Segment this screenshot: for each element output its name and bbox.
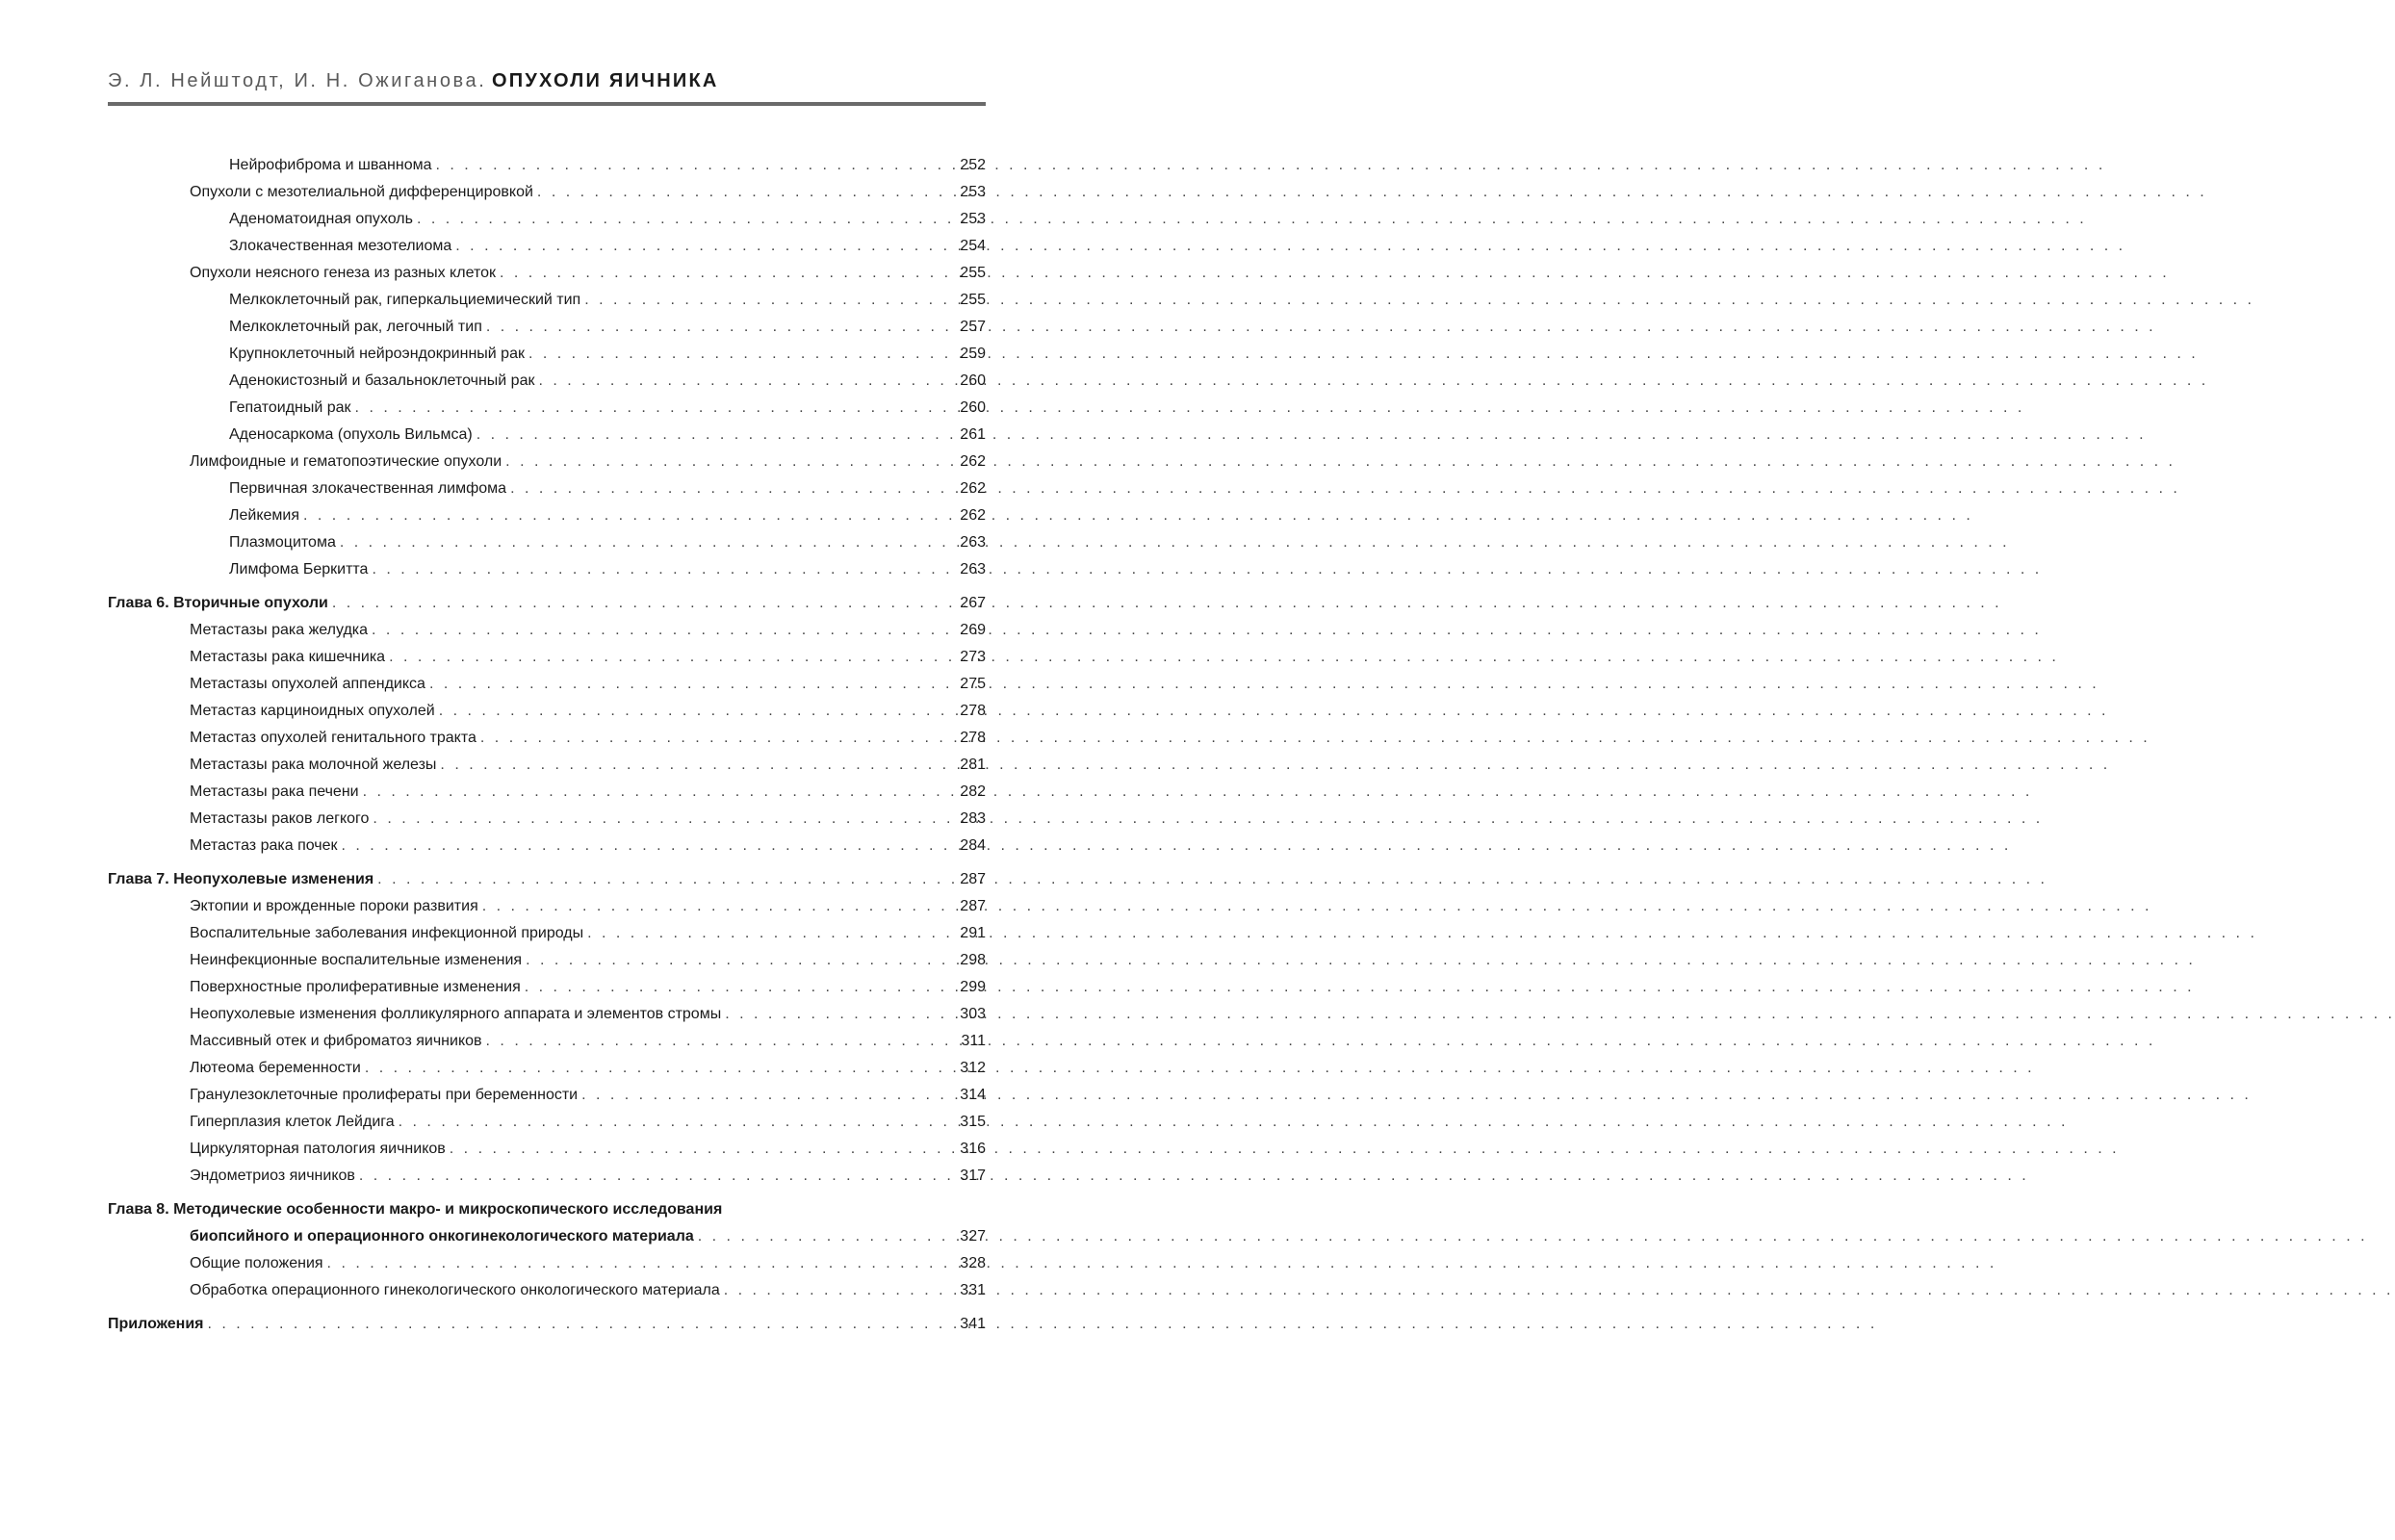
toc-entry[interactable] [108,1136,986,1163]
toc-entry-title: Гиперплазия клеток Лейдига [190,1114,395,1130]
toc-entry-title: Неопухолевые изменения фолликулярного аппарата и элементов стромы [190,1006,722,1022]
toc-entry-page: 262 [960,453,986,470]
dot-leader [359,779,941,806]
toc-entry-page: 259 [960,346,986,362]
toc-entry-title: Метастазы раков легкого [190,810,370,827]
toc-entry-title: Злокачественная мезотелиома [229,238,452,254]
toc-entry[interactable] [108,1277,986,1304]
toc-entry[interactable] [108,287,986,314]
toc-entry-page: 314 [960,1087,986,1103]
toc-entry-title: Гепатоидный рак [229,399,351,416]
toc-entry[interactable] [108,1028,986,1055]
toc-entry-page: 260 [960,399,986,416]
toc-entry-page: 287 [960,898,986,914]
dot-leader [476,725,941,752]
toc-entry-title: Лимфоидные и гематопоэтические опухоли [190,453,502,470]
toc-entry[interactable] [108,698,986,725]
dot-leader [580,287,941,314]
toc-entry-page: 278 [960,730,986,746]
toc-entry-page: 257 [960,319,986,335]
toc-entry[interactable] [108,395,986,422]
dot-leader [355,1163,941,1190]
toc-entry[interactable] [108,1163,986,1190]
chapter-title: Глава 6. Вторичные опухоли [108,595,328,611]
dot-leader [583,920,941,947]
dot-leader [361,1055,941,1082]
dot-leader [425,671,941,698]
toc-entry-page: 328 [960,1255,986,1271]
toc-entry-title: Лютеома беременности [190,1060,361,1076]
toc-entry-title: Обработка операционного гинекологического онкологического материала [190,1282,720,1298]
toc-entry-title: Опухоли неясного генеза из разных клеток [190,265,496,281]
dot-leader [721,1001,941,1028]
chapter-title-continued: биопсийного и операционного онкогинекологического материала [190,1228,694,1245]
dot-leader [369,806,941,833]
toc-entry-title: Мелкоклеточный рак, легочный тип [229,319,482,335]
toc-entry[interactable] [108,233,986,260]
toc-entry[interactable] [108,1055,986,1082]
toc-entry-page: 315 [960,1114,986,1130]
toc-entry-page: 282 [960,783,986,800]
dot-leader [323,1250,941,1277]
toc-entry[interactable] [108,833,986,860]
toc-entry-page: 283 [960,810,986,827]
toc-entry[interactable] [108,752,986,779]
toc-entry-page: 254 [960,238,986,254]
toc-entry-page: 331 [960,1282,986,1298]
toc-entry-page: 252 [960,157,986,173]
toc-entry[interactable] [108,449,986,475]
toc-entry-page: 303 [960,1006,986,1022]
toc-entry-page: 284 [960,837,986,854]
toc-chapter-8-title-line[interactable] [108,1196,986,1223]
dot-leader [533,179,941,206]
toc-entry[interactable] [108,475,986,502]
toc-entry-page: 269 [960,622,986,638]
chapter-page: 287 [960,871,986,887]
toc-entry-title: Гранулезоклеточные пролифераты при беременности [190,1087,579,1103]
toc-entry-title: Поверхностные пролиферативные изменения [190,979,521,995]
toc-entry-page: 311 [961,1033,986,1049]
toc-entry[interactable] [108,152,986,179]
authors: Э. Л. Нейштодт, И. Н. Ожиганова. [108,70,487,91]
toc-entry-page: 278 [960,703,986,719]
dot-leader [204,1311,942,1338]
toc-entry-page: 299 [960,979,986,995]
toc-entry-title: Эндометриоз яичников [190,1168,355,1184]
toc-entry-title: Лейкемия [229,507,300,524]
dot-leader [328,590,941,617]
toc-entry[interactable] [108,893,986,920]
toc-entry[interactable] [108,422,986,449]
dot-leader [521,974,941,1001]
toc-entry[interactable] [108,1001,986,1028]
toc-chapter-7[interactable] [108,866,986,893]
toc-entry-title: Лимфома Беркитта [229,561,369,578]
toc-entry-page: 255 [960,292,986,308]
toc-entry-title: Массивный отек и фиброматоз яичников [190,1033,482,1049]
toc-entry-page: 263 [960,561,986,578]
toc-entry-title: Аденоматоидная опухоль [229,211,413,227]
toc-entry-title: Первичная злокачественная лимфома [229,480,507,497]
toc-entry[interactable] [108,920,986,947]
toc-entry-title: Общие положения [190,1255,323,1271]
toc-entry-title: Метастазы рака молочной железы [190,757,437,773]
toc-entry[interactable] [108,644,986,671]
dot-leader [436,752,941,779]
toc-entry[interactable] [108,806,986,833]
toc-entry[interactable] [108,617,986,644]
dot-leader [435,698,941,725]
toc-entry-title: Метастазы рака кишечника [190,649,386,665]
toc-entry-page: 253 [960,184,986,200]
toc-entry-page: 316 [960,1141,986,1157]
running-header [108,69,986,106]
dot-leader [496,260,941,287]
dot-leader [336,529,941,556]
toc-entry[interactable] [108,947,986,974]
appendix-page: 341 [960,1316,986,1332]
dot-leader [413,206,941,233]
toc-entry[interactable] [108,206,986,233]
toc-entry-title: Метастазы рака желудка [190,622,369,638]
toc-entry-title: Мелкоклеточный рак, гиперкальциемический тип [229,292,581,308]
toc-entry-title: Метастазы опухолей аппендикса [190,676,425,692]
dot-leader [578,1082,941,1109]
toc-entry-title: Метастазы рака печени [190,783,359,800]
dot-leader [478,893,941,920]
toc-entry-page: 298 [960,952,986,968]
toc-entry-page: 255 [960,265,986,281]
toc-entry[interactable] [108,529,986,556]
toc-entry-page: 261 [960,426,986,443]
toc-entry[interactable] [108,1250,986,1277]
dot-leader [522,947,941,974]
toc-entry[interactable] [108,502,986,529]
dot-leader [451,233,941,260]
toc-entry-title: Плазмоцитома [229,534,336,551]
toc-entry-page: 291 [960,925,986,941]
chapter-title: Глава 7. Неопухолевые изменения [108,871,374,887]
dot-leader [373,866,941,893]
toc-entry-title: Эктопии и врожденные пороки развития [190,898,478,914]
toc-entry[interactable] [108,671,986,698]
dot-leader [534,368,941,395]
dot-leader [432,152,942,179]
toc-entry[interactable] [108,1082,986,1109]
toc-chapter-8[interactable] [108,1223,986,1250]
toc-entry-title: Циркуляторная патология яичников [190,1141,446,1157]
dot-leader [506,475,941,502]
toc-entry-page: 281 [960,757,986,773]
toc-entry-page: 262 [960,480,986,497]
toc-entry[interactable] [108,179,986,206]
toc-entry-title: Опухоли с мезотелиальной дифференцировкой [190,184,533,200]
toc-entry-title: Аденокистозный и базальноклеточный рак [229,372,535,389]
toc-entry[interactable] [108,1109,986,1136]
toc-entry-title: Нейрофиброма и шваннома [229,157,432,173]
toc-entry-title: Метастаз опухолей генитального тракта [190,730,476,746]
dot-leader [502,449,941,475]
dot-leader [482,314,941,341]
dot-leader [351,395,941,422]
toc-entry-title: Аденосаркома (опухоль Вильмса) [229,426,473,443]
dot-leader [338,833,941,860]
toc-entry-title: Метастаз карциноидных опухолей [190,703,435,719]
chapter-title: Глава 8. Методические особенности макро- и микроскопического исследования [108,1201,723,1218]
toc-entry-page: 312 [960,1060,986,1076]
dot-leader [482,1028,941,1055]
dot-leader [694,1223,941,1250]
toc-entry[interactable] [108,341,986,368]
toc-entry[interactable] [108,368,986,395]
toc-entry[interactable] [108,260,986,287]
book-title: ОПУХОЛИ ЯИЧНИКА [492,70,719,91]
chapter-page: 267 [960,595,986,611]
dot-leader [385,644,941,671]
dot-leader [720,1277,941,1304]
toc-appendix[interactable] [108,1311,986,1338]
toc-entry-title: Крупноклеточный нейроэндокринный рак [229,346,525,362]
toc-entry-title: Метастаз рака почек [190,837,338,854]
toc-entry-title: Неинфекционные воспалительные изменения [190,952,523,968]
toc-entry[interactable] [108,556,986,583]
table-of-contents [108,152,986,1338]
chapter-page: 327 [960,1228,986,1245]
dot-leader [473,422,941,449]
toc-entry[interactable] [108,779,986,806]
toc-entry-page: 275 [960,676,986,692]
toc-entry-page: 317 [960,1168,986,1184]
toc-entry-page: 263 [960,534,986,551]
dot-leader [368,556,941,583]
toc-entry-page: 273 [960,649,986,665]
toc-entry-page: 253 [960,211,986,227]
toc-entry[interactable] [108,314,986,341]
appendix-title: Приложения [108,1316,204,1332]
toc-entry[interactable] [108,725,986,752]
dot-leader [446,1136,941,1163]
toc-entry-page: 260 [960,372,986,389]
dot-leader [368,617,941,644]
toc-chapter-6[interactable] [108,590,986,617]
dot-leader [299,502,941,529]
toc-entry[interactable] [108,974,986,1001]
toc-entry-title: Воспалительные заболевания инфекционной природы [190,925,584,941]
toc-entry-page: 262 [960,507,986,524]
dot-leader [395,1109,941,1136]
dot-leader [525,341,941,368]
